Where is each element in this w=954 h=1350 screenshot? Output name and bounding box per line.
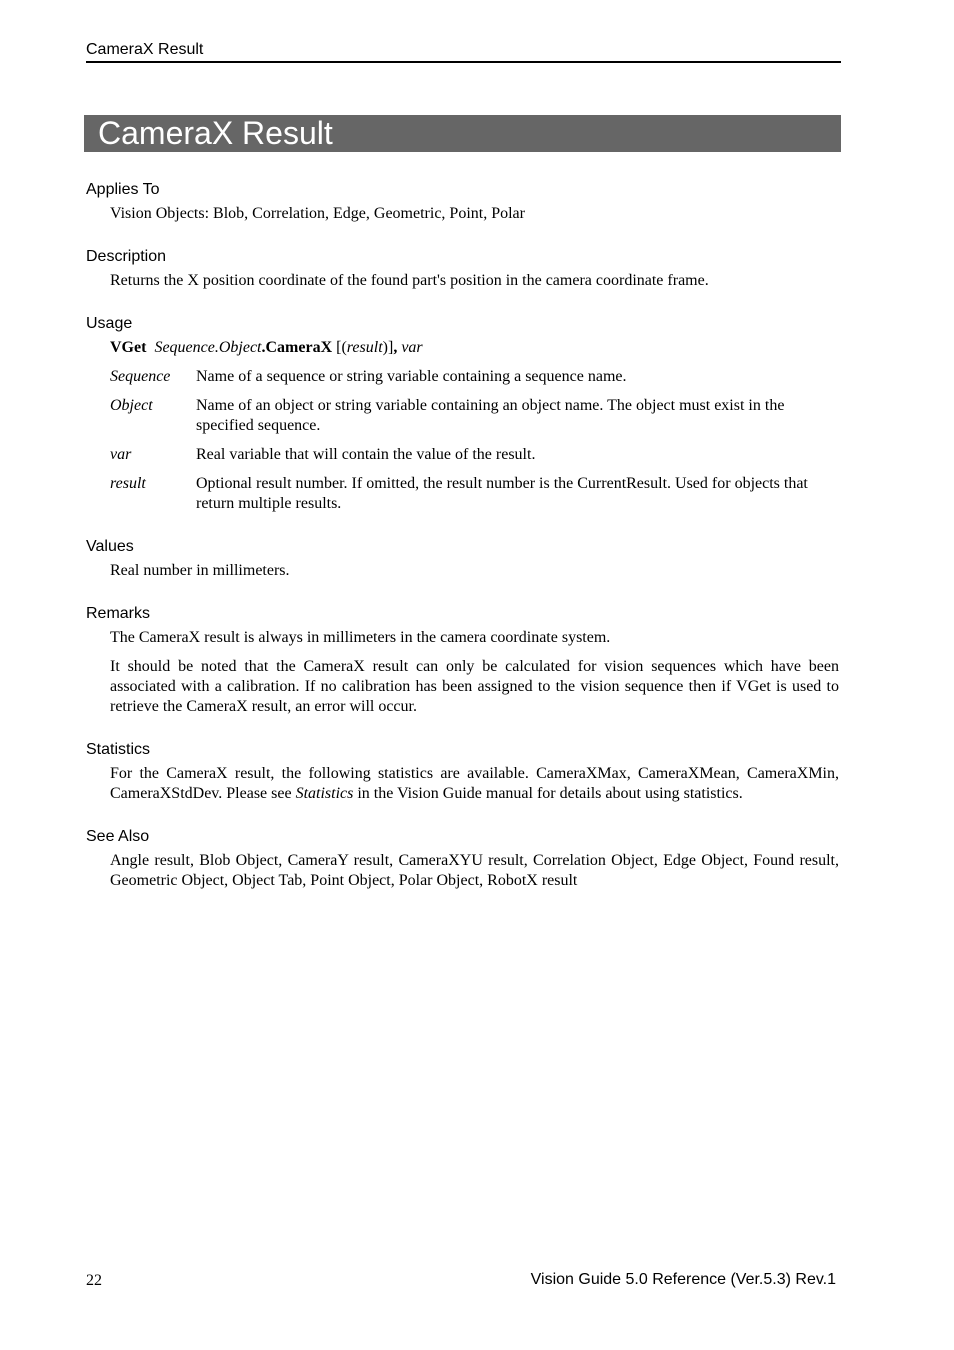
section-heading: Remarks: [86, 605, 151, 622]
syntax-bracket-open: [(: [332, 339, 347, 356]
section-applies-to: [86, 180, 839, 224]
description-text: Returns the X position coordinate of the found part's position in the camera coordinate frame.: [110, 272, 709, 289]
page-title: CameraX Result: [84, 115, 841, 152]
section-remarks: [86, 604, 839, 717]
syntax-keyword: VGet: [110, 339, 147, 356]
page-content: [86, 180, 839, 914]
page-number: 22: [86, 1272, 102, 1289]
parameter-row: [110, 396, 839, 436]
manual-title: Vision Guide 5.0 Reference (Ver.5.3) Rev.1: [530, 1271, 836, 1288]
applies-to-text: Vision Objects: Blob, Correlation, Edge, Geometric, Point, Polar: [110, 205, 525, 222]
statistics-text-after: in the Vision Guide manual for details about using statistics.: [353, 785, 743, 802]
remarks-paragraph: The CameraX result is always in millimeters in the camera coordinate system.: [110, 629, 611, 646]
usage-syntax: [110, 338, 839, 358]
parameter-description: Optional result number. If omitted, the result number is the CurrentResult. Used for objects that return multiple results.: [196, 475, 808, 512]
parameter-name: Object: [110, 397, 153, 414]
syntax-bracket-close: )]: [382, 339, 394, 356]
parameter-name: Sequence: [110, 368, 171, 385]
section-heading: Statistics: [86, 741, 151, 758]
values-text: Real number in millimeters.: [110, 562, 290, 579]
section-values: [86, 537, 839, 581]
statistics-text-before: For the CameraX result, the following statistics are available. CameraXMax, CameraXMean, CameraXMin, CameraXStdDev. Please see: [110, 765, 839, 802]
running-header: CameraX Result: [86, 41, 841, 63]
remarks-paragraph: It should be noted that the CameraX result can only be calculated for vision sequences which have been associated with a calibration. If no calibration has been assigned to the vision sequence then if VGet is used to retrieve the CameraX result, an error will occur.: [110, 658, 839, 715]
section-heading: Description: [86, 248, 167, 265]
section-heading: Values: [86, 538, 134, 555]
parameter-row: [110, 367, 839, 387]
see-also-text: Angle result, Blob Object, CameraY result, CameraXYU result, Correlation Object, Edge Object, Found result, Geometric Object, Object Tab, Point Object, Polar Object, RobotX result: [110, 852, 839, 889]
syntax-property: .CameraX: [261, 339, 333, 356]
section-statistics: [86, 740, 839, 804]
section-heading: Usage: [86, 315, 133, 332]
parameter-list: [110, 367, 839, 514]
section-usage: [86, 314, 839, 514]
statistics-text: [110, 764, 839, 804]
parameter-description: Real variable that will contain the value of the result.: [196, 446, 536, 463]
syntax-comma: ,: [393, 339, 398, 356]
section-description: [86, 247, 839, 291]
parameter-name: result: [110, 475, 146, 492]
section-heading: See Also: [86, 828, 150, 845]
statistics-reference: Statistics: [295, 785, 354, 802]
syntax-var: var: [401, 339, 423, 356]
section-heading: Applies To: [86, 181, 160, 198]
section-see-also: [86, 827, 839, 891]
parameter-description: Name of a sequence or string variable containing a sequence name.: [196, 368, 627, 385]
parameter-description: Name of an object or string variable containing an object name. The object must exist in the specified sequence.: [196, 397, 785, 434]
parameter-row: [110, 445, 839, 465]
parameter-row: [110, 474, 839, 514]
parameter-name: var: [110, 446, 132, 463]
syntax-seq-obj: Sequence.Object: [154, 339, 262, 356]
syntax-result: result: [346, 339, 383, 356]
